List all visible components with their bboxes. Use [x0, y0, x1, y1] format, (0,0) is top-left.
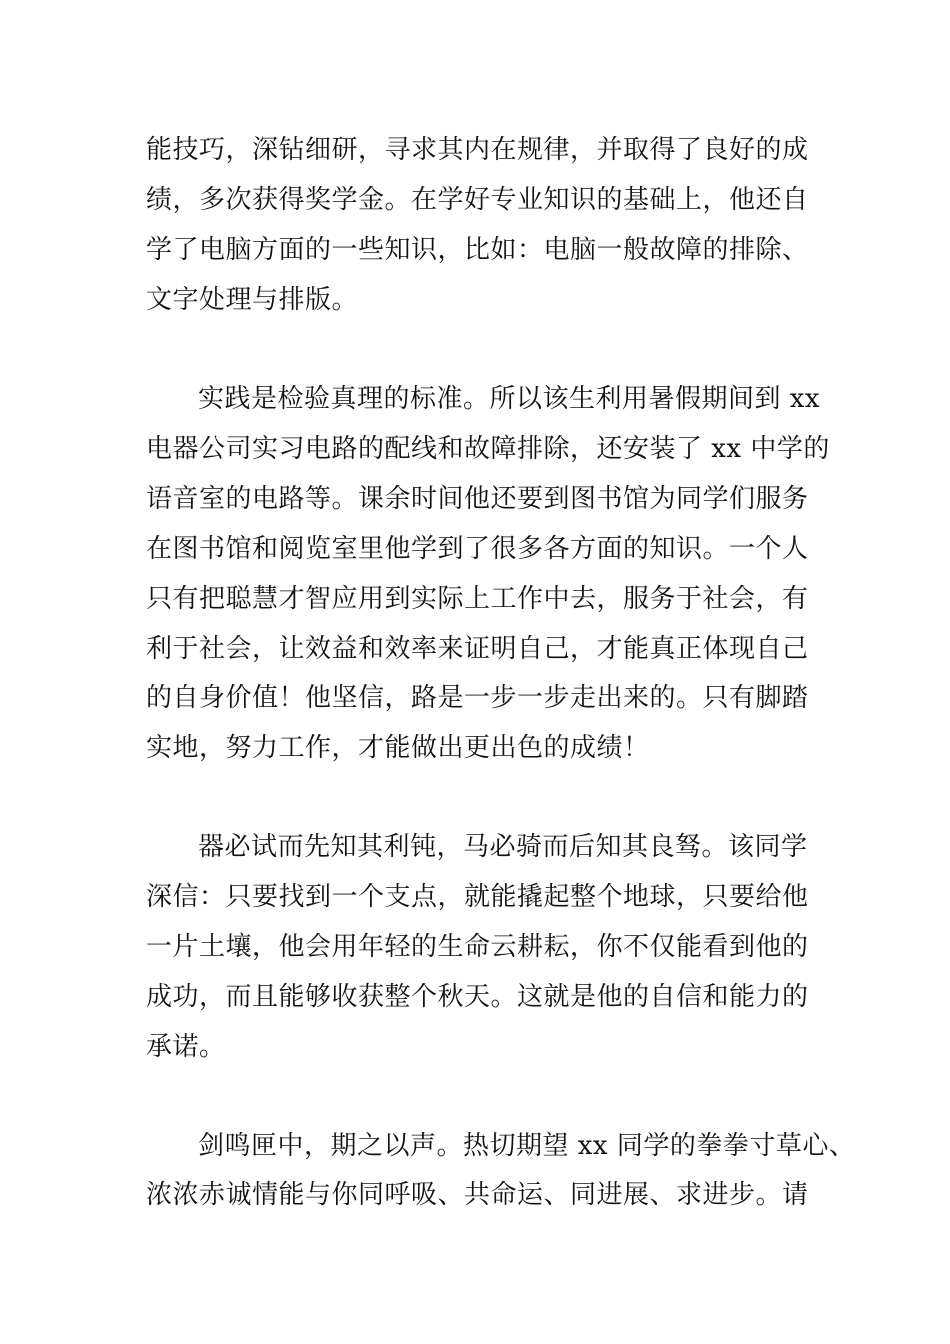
paragraph-2-line-4: 在图书馆和阅览室里他学到了很多各方面的知识。一个人 [146, 534, 809, 564]
paragraph-2-line-1: 实践是检验真理的标准。所以该生利用暑假期间到 xx [198, 384, 821, 414]
paragraph-2-line-7: 的自身价值！他坚信，路是一步一步走出来的。只有脚踏 [146, 683, 809, 713]
paragraph-3-line-2: 深信：只要找到一个支点，就能撬起整个地球，只要给他 [146, 882, 809, 912]
paragraph-3-line-1: 器必试而先知其利钝，马必骑而后知其良驽。该同学 [198, 832, 808, 862]
paragraph-2-line-6: 利于社会，让效益和效率来证明自己，才能真正体现自己 [146, 634, 809, 664]
paragraph-1-line-4: 文字处理与排版。 [146, 285, 359, 315]
paragraph-3-line-3: 一片土壤，他会用年轻的生命云耕耘，你不仅能看到他的 [146, 932, 809, 962]
paragraph-2-line-5: 只有把聪慧才智应用到实际上工作中去，服务于社会，有 [146, 584, 809, 614]
paragraph-1-line-2: 绩，多次获得奖学金。在学好专业知识的基础上，他还自 [146, 185, 809, 215]
paragraph-3-line-5: 承诺。 [146, 1032, 226, 1062]
paragraph-3-line-4: 成功，而且能够收获整个秋天。这就是他的自信和能力的 [146, 982, 809, 1012]
paragraph-2-line-2: 电器公司实习电路的配线和故障排除，还安装了 xx 中学的 [146, 434, 830, 464]
paragraph-1-line-1: 能技巧，深钻细研，寻求其内在规律，并取得了良好的成 [146, 135, 809, 165]
paragraph-2-line-3: 语音室的电路等。课余时间他还要到图书馆为同学们服务 [146, 484, 809, 514]
paragraph-4-line-1: 剑鸣匣中，期之以声。热切期望 xx 同学的拳拳寸草心、 [198, 1131, 856, 1161]
paragraph-1-line-3: 学了电脑方面的一些知识，比如：电脑一般故障的排除、 [146, 235, 809, 265]
paragraph-2-line-8: 实地，努力工作，才能做出更出色的成绩！ [146, 733, 650, 763]
paragraph-4-line-2: 浓浓赤诚情能与你同呼吸、共命运、同进展、求进步。请 [146, 1180, 809, 1210]
